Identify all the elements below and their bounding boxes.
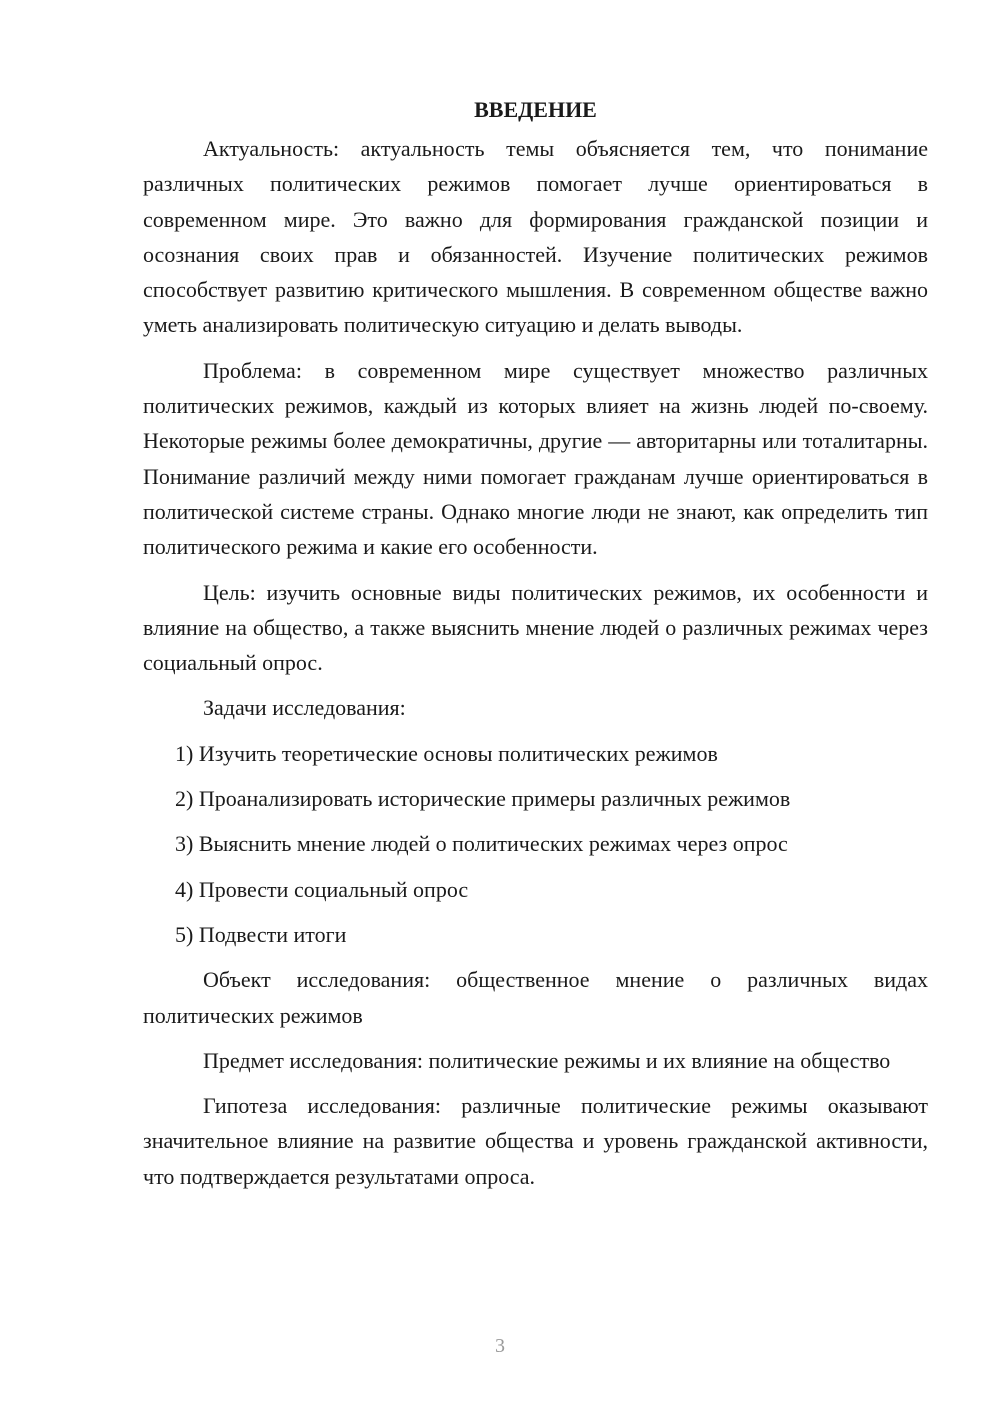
problem-paragraph: Проблема: в современном мире существует множество различных политических режимов, каждый из которых влияет на жизнь людей по-своему. Некоторые режимы более демократичны, другие — авторитарны или тоталитарны. Понимание различий между ними помогает гражданам лучше ориентироваться в политической системе страны. Однако многие люди не знают, как определить тип политического режима и какие его особенности. xyxy=(143,357,928,560)
tasks-heading: Задачи исследования: xyxy=(203,695,406,721)
object-paragraph: Объект исследования: общественное мнение о различных видах политических режимов xyxy=(143,967,928,1028)
section-title: ВВЕДЕНИЕ xyxy=(474,97,597,122)
page-number: 3 xyxy=(495,1335,505,1357)
task-item: 1) Изучить теоретические основы политических режимов xyxy=(175,740,718,766)
goal-paragraph: Цель: изучить основные виды политических режимов, их особенности и влияние на общество, а также выяснить мнение людей о различных режимах через социальный опрос. xyxy=(143,579,928,676)
task-item: 2) Проанализировать исторические примеры различных режимов xyxy=(175,786,791,812)
task-item: 5) Подвести итоги xyxy=(175,921,347,947)
hypothesis-paragraph: Гипотеза исследования: различные политические режимы оказывают значительное влияние на развитие общества и уровень гражданской активности, что подтверждается результатами опроса. xyxy=(143,1093,928,1189)
relevance-paragraph: Актуальность: актуальность темы объясняется тем, что понимание различных политических режимов помогает лучше ориентироваться в современном мире. Это важно для формирования гражданской позиции и осознания своих прав и обязанностей. Изучение политических режимов способствует развитию критического мышления. В современном обществе важно уметь анализировать политическую ситуацию и делать выводы. xyxy=(143,136,928,338)
task-item: 3) Выяснить мнение людей о политических режимах через опрос xyxy=(175,831,788,857)
task-item: 4) Провести социальный опрос xyxy=(175,876,469,902)
subject-paragraph: Предмет исследования: политические режимы и их влияние на общество xyxy=(203,1047,891,1073)
document-page xyxy=(143,95,928,1204)
